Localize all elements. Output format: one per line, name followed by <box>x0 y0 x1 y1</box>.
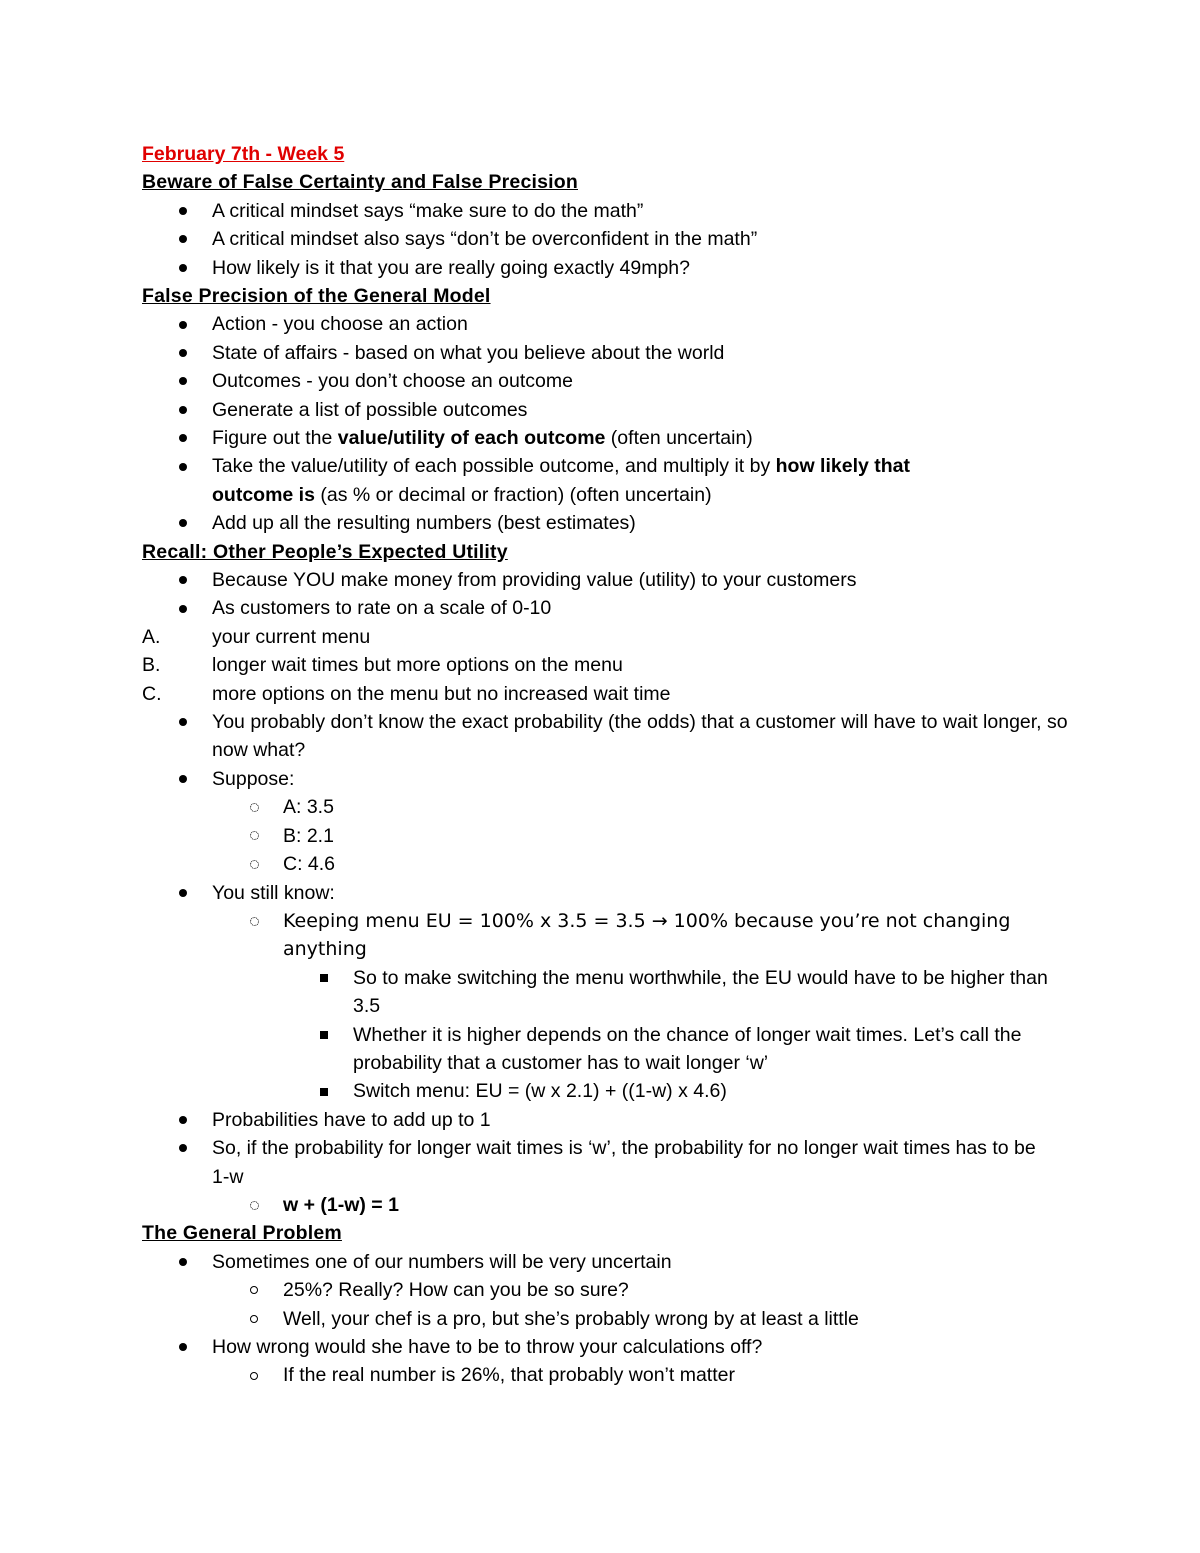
square-bullet-icon <box>316 1021 332 1049</box>
hollow-circle-bullet-icon <box>246 1305 262 1333</box>
list-item <box>142 197 1072 225</box>
bullet-icon <box>174 1134 192 1162</box>
bullet-icon <box>174 708 192 736</box>
dotted-circle-bullet-icon <box>246 850 262 878</box>
sub-list-item <box>142 1361 1072 1389</box>
list-item <box>142 310 1072 338</box>
bullet-icon <box>174 339 192 367</box>
list-item-text: B: 2.1 <box>283 824 334 847</box>
bullet-icon <box>174 367 192 395</box>
list-item <box>142 225 1072 253</box>
bullet-icon <box>174 879 192 907</box>
list-item-text: Switch menu: EU = (w x 2.1) + ((1-w) x 4.6) <box>353 1080 727 1103</box>
section-heading-false-certainty: Beware of False Certainty and False Precision <box>142 171 578 194</box>
list-item-text <box>212 424 1072 452</box>
list-item <box>142 879 1072 907</box>
list-item-text: As customers to rate on a scale of 0-10 <box>212 597 552 620</box>
list-item-text: A critical mindset says “make sure to do the math” <box>212 199 644 222</box>
list-item-text: How likely is it that you are really going exactly 49mph? <box>212 256 690 279</box>
list-item <box>142 566 1072 594</box>
lettered-item <box>142 680 1072 708</box>
bullet-icon <box>174 254 192 282</box>
list-item <box>142 1333 1072 1361</box>
bullet-icon <box>174 424 192 452</box>
list-item-text: A critical mindset also says “don’t be overconfident in the math” <box>212 228 758 251</box>
list-item-text: How wrong would she have to be to throw your calculations off? <box>212 1335 763 1358</box>
square-bullet-icon <box>316 964 332 992</box>
list-item <box>142 1134 1042 1191</box>
sub-sub-list-item <box>142 1021 1072 1078</box>
sub-sub-list-item <box>142 1077 1072 1105</box>
list-item <box>142 254 1072 282</box>
list-item-text: more options on the menu but no increased wait time <box>212 682 671 705</box>
list-item <box>142 765 1072 793</box>
square-bullet-icon <box>316 1077 332 1105</box>
section-heading-recall: Recall: Other People’s Expected Utility <box>142 540 508 563</box>
sub-list-item <box>142 907 1022 964</box>
list-item-text: Outcomes - you don’t choose an outcome <box>212 370 573 393</box>
bullet-icon <box>174 1248 192 1276</box>
lettered-item <box>142 623 1072 651</box>
list-item-text: So to make switching the menu worthwhile, the EU would have to be higher than 3.5 <box>353 966 1048 1018</box>
text-run: Take the value/utility of each possible outcome, and multiply it by <box>212 455 776 478</box>
bullet-icon <box>174 509 192 537</box>
list-item-text: Keeping menu EU = 100% x 3.5 = 3.5 → 100% because you’re not changing anything <box>283 909 1011 961</box>
list-item <box>142 396 1072 424</box>
list-item <box>142 708 1072 765</box>
bullet-icon <box>174 452 192 480</box>
list-item-text: Well, your chef is a pro, but she’s probably wrong by at least a little <box>283 1307 859 1330</box>
bold-text-run: value/utility of each outcome <box>337 427 606 450</box>
list-item <box>142 424 1072 452</box>
dotted-circle-bullet-icon <box>246 822 262 850</box>
sub-list-item <box>142 850 1072 878</box>
list-letter: A. <box>142 625 161 648</box>
list-item <box>142 339 1072 367</box>
section-heading-general-problem: The General Problem <box>142 1222 342 1245</box>
bullet-icon <box>174 197 192 225</box>
list-item <box>142 509 1072 537</box>
sub-list-item <box>142 793 1072 821</box>
bullet-icon <box>174 225 192 253</box>
list-item-text: Suppose: <box>212 767 295 790</box>
hollow-circle-bullet-icon <box>246 1276 262 1304</box>
sub-sub-list-item <box>142 964 1072 1021</box>
dotted-circle-bullet-icon <box>246 1191 262 1219</box>
date-heading: February 7th - Week 5 <box>142 143 345 165</box>
list-item <box>142 452 992 509</box>
sub-list-item <box>142 1305 1072 1333</box>
dotted-circle-bullet-icon <box>246 793 262 821</box>
list-item <box>142 1248 1072 1276</box>
list-item-text: Action - you choose an action <box>212 313 468 336</box>
bold-text-run: how likely that outcome is <box>212 455 910 506</box>
list-item-text: longer wait times but more options on the menu <box>212 654 623 677</box>
bullet-icon <box>174 594 192 622</box>
list-item-text: Sometimes one of our numbers will be very uncertain <box>212 1250 672 1273</box>
document-body <box>142 140 1072 1390</box>
list-item-text: Whether it is higher depends on the chance of longer wait times. Let’s call the probability that a customer has to wait longer ‘w’ <box>353 1023 1022 1074</box>
equation-text: w + (1-w) = 1 <box>283 1193 399 1216</box>
list-letter: B. <box>142 654 161 677</box>
list-item-text <box>212 452 992 509</box>
bullet-icon <box>174 310 192 338</box>
lettered-item <box>142 651 1072 679</box>
list-item-text: C: 4.6 <box>283 853 336 876</box>
list-item-text: State of affairs - based on what you believe about the world <box>212 341 725 364</box>
list-item-text: If the real number is 26%, that probably won’t matter <box>283 1364 735 1387</box>
list-item-text: Because YOU make money from providing value (utility) to your customers <box>212 569 857 592</box>
list-item <box>142 1106 1072 1134</box>
list-item-text: your current menu <box>212 625 371 648</box>
list-item-text: So, if the probability for longer wait times is ‘w’, the probability for no longer wait times has to be 1-w <box>212 1137 1036 1188</box>
text-run: (often uncertain) <box>605 427 753 450</box>
bullet-icon <box>174 396 192 424</box>
text-run: (as % or decimal or fraction) (often uncertain) <box>314 483 712 506</box>
list-item <box>142 367 1072 395</box>
list-item-text: 25%? Really? How can you be so sure? <box>283 1279 629 1302</box>
bullet-icon <box>174 765 192 793</box>
bullet-icon <box>174 1106 192 1134</box>
section-heading-false-precision: False Precision of the General Model <box>142 285 491 307</box>
dotted-circle-bullet-icon <box>246 907 262 935</box>
list-item-text: You probably don’t know the exact probability (the odds) that a customer will have to wait longer, so now what? <box>212 711 1068 762</box>
list-item-text: Add up all the resulting numbers (best estimates) <box>212 512 636 535</box>
hollow-circle-bullet-icon <box>246 1361 262 1389</box>
sub-list-item <box>142 822 1072 850</box>
list-item-text: You still know: <box>212 881 335 904</box>
list-item-text: Probabilities have to add up to 1 <box>212 1108 491 1131</box>
text-run: Figure out the <box>212 427 338 450</box>
list-item-text: Generate a list of possible outcomes <box>212 398 528 421</box>
list-item <box>142 594 1072 622</box>
bullet-icon <box>174 566 192 594</box>
sub-list-item <box>142 1191 1072 1219</box>
sub-list-item <box>142 1276 1072 1304</box>
list-item-text: A: 3.5 <box>283 796 334 819</box>
list-letter: C. <box>142 682 162 705</box>
bullet-icon <box>174 1333 192 1361</box>
